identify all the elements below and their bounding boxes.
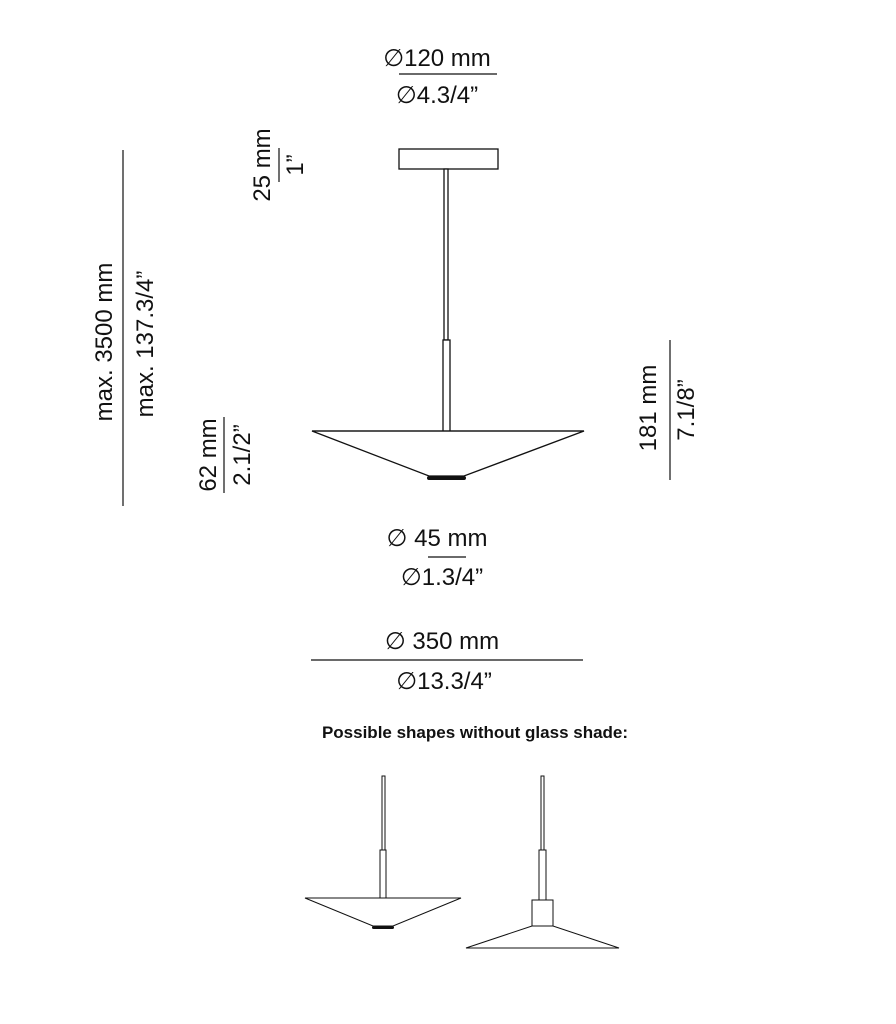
max-length-dimension xyxy=(91,263,118,422)
max-length-in-label: max. 137.3/4” xyxy=(132,270,159,418)
shade-height-in-label: 7.1/8” xyxy=(673,379,700,441)
canopy-height-mm-label: 25 mm xyxy=(249,128,276,202)
canopy xyxy=(399,149,498,169)
lower-height-in-label: 2.1/2” xyxy=(229,424,256,486)
pendant-lamp-main xyxy=(312,149,584,480)
lower-height-mm-label: 62 mm xyxy=(195,418,222,492)
alt-cone-socket xyxy=(532,900,553,926)
lower-height-dimension xyxy=(195,417,256,493)
alt-cone-shade xyxy=(466,926,619,948)
canopy-diameter-mm-label: ∅120 mm xyxy=(383,45,491,72)
canopy-height-dimension xyxy=(249,128,309,201)
conical-shade xyxy=(312,431,584,476)
bottom-diameter-in-label: ∅1.3/4” xyxy=(400,564,484,591)
bottom-lens xyxy=(427,476,466,480)
alt-cone-rod xyxy=(541,776,544,850)
suspension-rod xyxy=(444,169,448,340)
canopy-diameter-in-label: ∅4.3/4” xyxy=(395,82,479,109)
alt-cone-sleeve xyxy=(539,850,546,900)
shade-height-mm-label: 181 mm xyxy=(635,364,662,452)
rod-sleeve xyxy=(443,340,450,432)
shade-diameter-mm-label: ∅ 350 mm xyxy=(384,628,500,655)
shade-diameter-in-label: ∅13.3/4” xyxy=(396,668,492,695)
alt-disc-shade xyxy=(305,898,461,926)
alt-disc-lens xyxy=(372,926,394,929)
alternative-shape-disc xyxy=(305,776,461,929)
max-length-mm-label: max. 3500 mm xyxy=(91,262,118,422)
alternative-shape-cone xyxy=(466,776,619,948)
alt-disc-rod xyxy=(382,776,385,850)
bottom-diameter-mm-label: ∅ 45 mm xyxy=(386,525,488,552)
alt-disc-sleeve xyxy=(380,850,386,898)
shapes-caption: Possible shapes without glass shade: xyxy=(321,723,629,742)
canopy-height-in-label: 1” xyxy=(282,154,309,176)
